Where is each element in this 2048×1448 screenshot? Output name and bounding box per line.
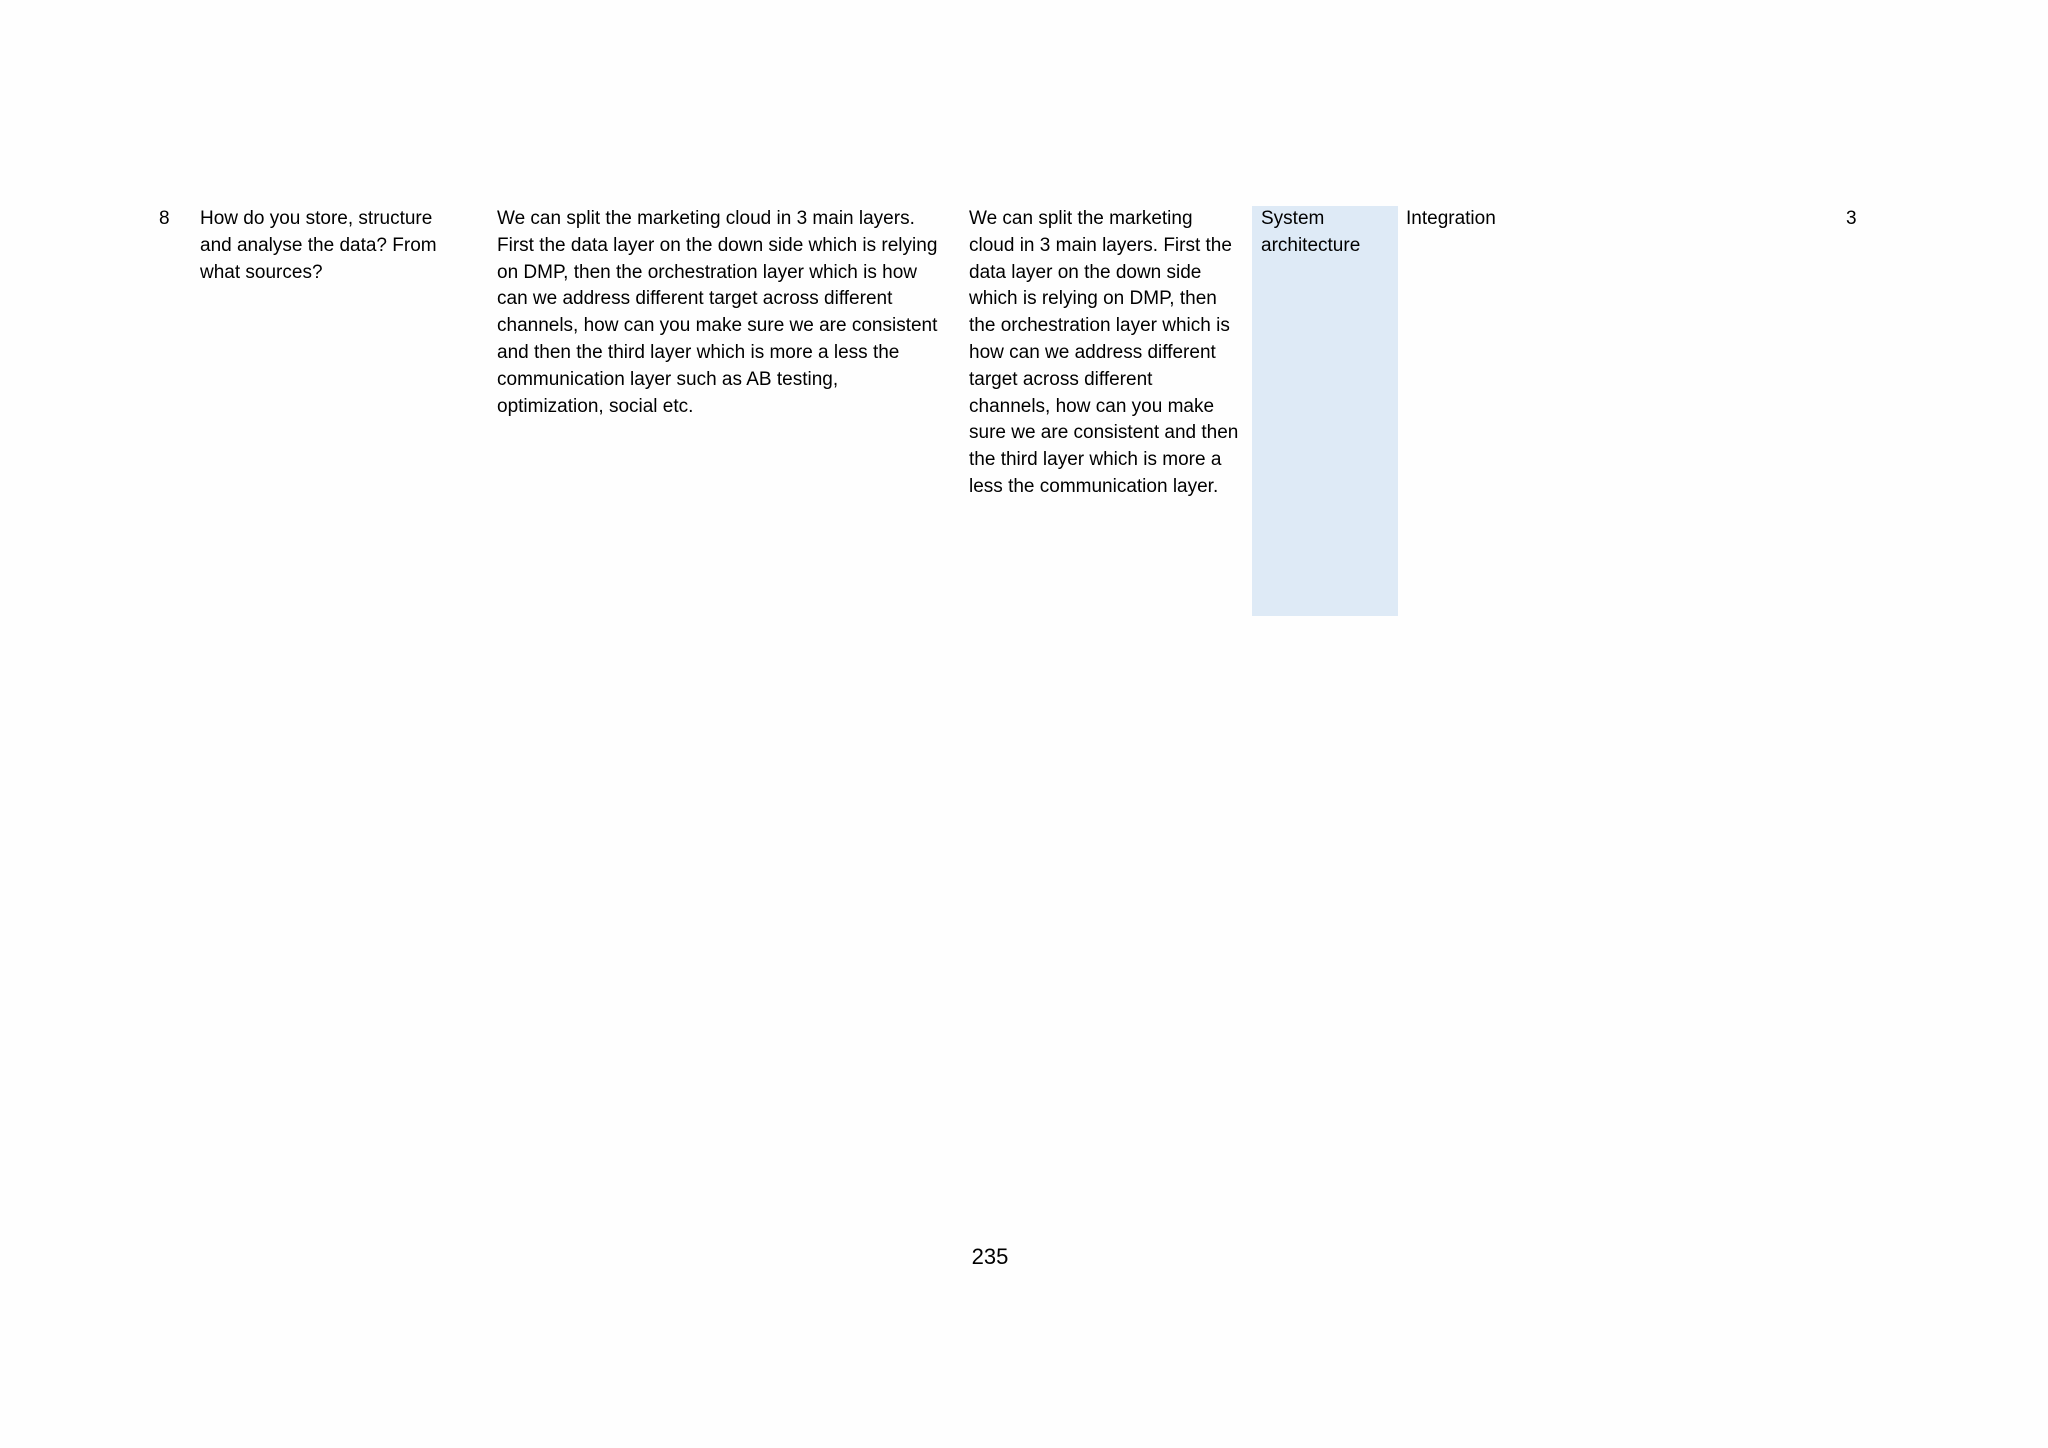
page-number: 235 [971, 1244, 1009, 1269]
question-text: How do you store, structure and analyse the data? From what sources? [200, 208, 437, 283]
score-value: 3 [1846, 208, 1857, 229]
category-highlight [1252, 206, 1398, 616]
summary-text: We can split the marketing cloud in 3 main layers. First the data layer on the down side which is relying on DMP, then the orchestration layer which is how can we address different target across different channels, how can you make sure we are consistent and then the third layer which is more a less the communication layer. [969, 208, 1239, 497]
row-number: 8 [159, 208, 170, 229]
answer-text: We can split the marketing cloud in 3 main layers. First the data layer on the down side which is relying on DMP, then the orchestration layer which is how can we address different target across different channels, how can you make sure we are consistent and then the third layer which is more a less the communication layer such as AB testing, optimization, social etc. [497, 208, 938, 417]
category-label: System architecture [1261, 208, 1361, 256]
subcategory-label: Integration [1406, 208, 1496, 229]
